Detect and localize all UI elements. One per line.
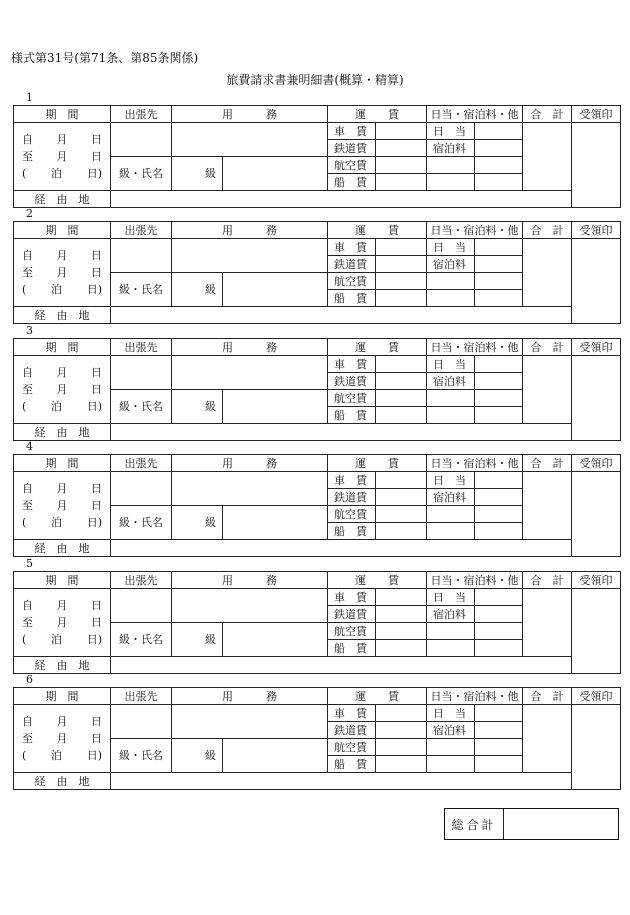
lodging-field[interactable] bbox=[475, 373, 523, 390]
lodging-label: 宿泊料 bbox=[427, 373, 475, 390]
period-header: 期 間 bbox=[14, 106, 111, 123]
seal-field[interactable] bbox=[572, 239, 621, 324]
rail-fare-field[interactable] bbox=[376, 489, 427, 506]
route-field[interactable] bbox=[111, 191, 572, 208]
name-field[interactable] bbox=[223, 273, 328, 307]
rail-fare-label: 鉄道賃 bbox=[328, 489, 376, 506]
seal-header: 受領印 bbox=[572, 688, 621, 705]
ship-fare-field[interactable] bbox=[376, 523, 427, 540]
route-label: 経 由 地 bbox=[14, 657, 111, 674]
ship-fare-label: 船 賃 bbox=[328, 174, 376, 191]
car-fare-field[interactable] bbox=[376, 589, 427, 606]
name-field[interactable] bbox=[223, 390, 328, 424]
period-from-line: 自 月 日 bbox=[22, 366, 102, 379]
total-field[interactable] bbox=[523, 705, 572, 773]
total-header: 合 計 bbox=[523, 339, 572, 356]
ship-fare-field[interactable] bbox=[376, 290, 427, 307]
total-field[interactable] bbox=[523, 589, 572, 657]
total-header: 合 計 bbox=[523, 222, 572, 239]
allowance-header: 日当・宿泊料・他 bbox=[427, 106, 523, 123]
destination-header: 出張先 bbox=[111, 572, 172, 589]
other-amount-field-2[interactable] bbox=[475, 407, 523, 424]
header-row bbox=[14, 222, 621, 239]
seal-header: 受領印 bbox=[572, 572, 621, 589]
destination-header: 出張先 bbox=[111, 106, 172, 123]
seal-field[interactable] bbox=[572, 123, 621, 208]
rail-fare-field[interactable] bbox=[376, 140, 427, 157]
fare-header: 運 賃 bbox=[328, 339, 427, 356]
car-fare-label: 車 賃 bbox=[328, 705, 376, 722]
purpose-header: 用 務 bbox=[172, 339, 328, 356]
grade-label: 級 bbox=[205, 283, 216, 296]
lodging-label: 宿泊料 bbox=[427, 722, 475, 739]
header-row bbox=[14, 688, 621, 705]
other-label-field-2[interactable] bbox=[427, 174, 475, 191]
fare-header: 運 賃 bbox=[328, 222, 427, 239]
other-label-field-1[interactable] bbox=[427, 390, 475, 407]
daily-allowance-field[interactable] bbox=[475, 123, 523, 140]
route-label: 経 由 地 bbox=[14, 191, 111, 208]
daily-allowance-label: 日 当 bbox=[427, 589, 475, 606]
block-number: 5 bbox=[26, 557, 33, 570]
grade-name-label: 級・氏名 bbox=[111, 506, 172, 540]
purpose-field[interactable] bbox=[172, 472, 328, 506]
expense-block bbox=[13, 440, 620, 555]
period-nights-line: ( 泊 日) bbox=[22, 283, 102, 296]
car-fare-label: 車 賃 bbox=[328, 123, 376, 140]
lodging-label: 宿泊料 bbox=[427, 606, 475, 623]
period-from-line: 自 月 日 bbox=[22, 482, 102, 495]
air-fare-field[interactable] bbox=[376, 506, 427, 523]
rail-fare-field[interactable] bbox=[376, 722, 427, 739]
grade-field[interactable] bbox=[172, 157, 223, 191]
block-number: 6 bbox=[26, 673, 33, 686]
air-fare-field[interactable] bbox=[376, 623, 427, 640]
purpose-header: 用 務 bbox=[172, 572, 328, 589]
purpose-header: 用 務 bbox=[172, 222, 328, 239]
ship-fare-label: 船 賃 bbox=[328, 523, 376, 540]
route-field[interactable] bbox=[111, 307, 572, 324]
lodging-field[interactable] bbox=[475, 489, 523, 506]
grade-name-label: 級・氏名 bbox=[111, 157, 172, 191]
period-from-line: 自 月 日 bbox=[22, 249, 102, 262]
car-fare-label: 車 賃 bbox=[328, 589, 376, 606]
other-label-field-2[interactable] bbox=[427, 523, 475, 540]
car-fare-field[interactable] bbox=[376, 705, 427, 722]
purpose-field[interactable] bbox=[172, 589, 328, 623]
period-cell[interactable] bbox=[14, 472, 111, 540]
purpose-header: 用 務 bbox=[172, 106, 328, 123]
other-label-field-1[interactable] bbox=[427, 157, 475, 174]
other-label-field-2[interactable] bbox=[427, 290, 475, 307]
grade-name-label: 級・氏名 bbox=[111, 623, 172, 657]
purpose-header: 用 務 bbox=[172, 455, 328, 472]
air-fare-label: 航空賃 bbox=[328, 623, 376, 640]
daily-allowance-label: 日 当 bbox=[427, 123, 475, 140]
rail-fare-label: 鉄道賃 bbox=[328, 256, 376, 273]
grand-total-value-field[interactable] bbox=[504, 809, 618, 839]
total-header: 合 計 bbox=[523, 455, 572, 472]
other-amount-field-2[interactable] bbox=[475, 290, 523, 307]
other-label-field-2[interactable] bbox=[427, 756, 475, 773]
destination-field[interactable] bbox=[111, 589, 172, 623]
period-to-line: 至 月 日 bbox=[22, 266, 102, 279]
route-label: 経 由 地 bbox=[14, 773, 111, 790]
grade-label: 級 bbox=[205, 633, 216, 646]
period-cell[interactable] bbox=[14, 356, 111, 424]
route-field[interactable] bbox=[111, 540, 572, 557]
ship-fare-label: 船 賃 bbox=[328, 640, 376, 657]
period-cell[interactable] bbox=[14, 705, 111, 773]
name-field[interactable] bbox=[223, 739, 328, 773]
other-label-field-2[interactable] bbox=[427, 407, 475, 424]
expense-table bbox=[13, 571, 621, 674]
block-number: 4 bbox=[26, 440, 33, 453]
destination-field[interactable] bbox=[111, 123, 172, 157]
expense-block bbox=[13, 324, 620, 439]
ship-fare-label: 船 賃 bbox=[328, 756, 376, 773]
period-header: 期 間 bbox=[14, 339, 111, 356]
total-field[interactable] bbox=[523, 123, 572, 191]
daily-allowance-label: 日 当 bbox=[427, 705, 475, 722]
purpose-field[interactable] bbox=[172, 239, 328, 273]
destination-field[interactable] bbox=[111, 705, 172, 739]
car-fare-field[interactable] bbox=[376, 472, 427, 489]
other-label-field-1[interactable] bbox=[427, 506, 475, 523]
route-label: 経 由 地 bbox=[14, 424, 111, 441]
daily-allowance-label: 日 当 bbox=[427, 239, 475, 256]
destination-header: 出張先 bbox=[111, 688, 172, 705]
destination-header: 出張先 bbox=[111, 222, 172, 239]
air-fare-label: 航空賃 bbox=[328, 273, 376, 290]
grade-field[interactable] bbox=[172, 739, 223, 773]
other-label-field-1[interactable] bbox=[427, 273, 475, 290]
seal-field[interactable] bbox=[572, 356, 621, 441]
expense-table bbox=[13, 105, 621, 208]
allowance-header: 日当・宿泊料・他 bbox=[427, 455, 523, 472]
allowance-header: 日当・宿泊料・他 bbox=[427, 339, 523, 356]
name-field[interactable] bbox=[223, 623, 328, 657]
grade-label: 級 bbox=[205, 516, 216, 529]
other-amount-field-2[interactable] bbox=[475, 174, 523, 191]
allowance-header: 日当・宿泊料・他 bbox=[427, 688, 523, 705]
fare-header: 運 賃 bbox=[328, 572, 427, 589]
period-nights-line: ( 泊 日) bbox=[22, 749, 102, 762]
other-amount-field-1[interactable] bbox=[475, 390, 523, 407]
seal-header: 受領印 bbox=[572, 222, 621, 239]
total-field[interactable] bbox=[523, 356, 572, 424]
air-fare-field[interactable] bbox=[376, 157, 427, 174]
air-fare-field[interactable] bbox=[376, 273, 427, 290]
route-label: 経 由 地 bbox=[14, 307, 111, 324]
destination-header: 出張先 bbox=[111, 455, 172, 472]
period-to-line: 至 月 日 bbox=[22, 616, 102, 629]
seal-field[interactable] bbox=[572, 589, 621, 674]
period-to-line: 至 月 日 bbox=[22, 499, 102, 512]
period-from-line: 自 月 日 bbox=[22, 133, 102, 146]
period-header: 期 間 bbox=[14, 455, 111, 472]
route-label: 経 由 地 bbox=[14, 540, 111, 557]
lodging-field[interactable] bbox=[475, 722, 523, 739]
route-field[interactable] bbox=[111, 657, 572, 674]
other-amount-field-2[interactable] bbox=[475, 756, 523, 773]
lodging-field[interactable] bbox=[475, 140, 523, 157]
block-number: 2 bbox=[26, 207, 33, 220]
total-field[interactable] bbox=[523, 472, 572, 540]
other-amount-field-1[interactable] bbox=[475, 623, 523, 640]
daily-allowance-label: 日 当 bbox=[427, 356, 475, 373]
car-fare-field[interactable] bbox=[376, 123, 427, 140]
expense-block bbox=[13, 557, 620, 672]
other-amount-field-2[interactable] bbox=[475, 640, 523, 657]
name-field[interactable] bbox=[223, 157, 328, 191]
document-title: 旅費請求書兼明細書(概算・精算) bbox=[226, 73, 404, 87]
lodging-label: 宿泊料 bbox=[427, 140, 475, 157]
lodging-label: 宿泊料 bbox=[427, 489, 475, 506]
ship-fare-field[interactable] bbox=[376, 640, 427, 657]
period-header: 期 間 bbox=[14, 688, 111, 705]
ship-fare-field[interactable] bbox=[376, 407, 427, 424]
seal-header: 受領印 bbox=[572, 455, 621, 472]
lodging-field[interactable] bbox=[475, 606, 523, 623]
fare-header: 運 賃 bbox=[328, 455, 427, 472]
expense-table bbox=[13, 221, 621, 324]
period-cell[interactable] bbox=[14, 239, 111, 307]
rail-fare-field[interactable] bbox=[376, 256, 427, 273]
grade-field[interactable] bbox=[172, 390, 223, 424]
period-nights-line: ( 泊 日) bbox=[22, 167, 102, 180]
expense-table bbox=[13, 687, 621, 790]
grade-name-label: 級・氏名 bbox=[111, 273, 172, 307]
other-amount-field-2[interactable] bbox=[475, 523, 523, 540]
air-fare-field[interactable] bbox=[376, 390, 427, 407]
header-row bbox=[14, 339, 621, 356]
period-cell[interactable] bbox=[14, 123, 111, 191]
seal-field[interactable] bbox=[572, 705, 621, 790]
air-fare-label: 航空賃 bbox=[328, 390, 376, 407]
daily-allowance-field[interactable] bbox=[475, 239, 523, 256]
destination-field[interactable] bbox=[111, 356, 172, 390]
period-from-line: 自 月 日 bbox=[22, 599, 102, 612]
allowance-header: 日当・宿泊料・他 bbox=[427, 572, 523, 589]
block-number: 3 bbox=[26, 324, 33, 337]
total-header: 合 計 bbox=[523, 688, 572, 705]
grade-field[interactable] bbox=[172, 506, 223, 540]
rail-fare-field[interactable] bbox=[376, 606, 427, 623]
other-amount-field-1[interactable] bbox=[475, 273, 523, 290]
car-fare-label: 車 賃 bbox=[328, 472, 376, 489]
rail-fare-label: 鉄道賃 bbox=[328, 373, 376, 390]
block-number: 1 bbox=[26, 91, 33, 104]
form-number: 様式第31号(第71条、第85条関係) bbox=[11, 51, 199, 65]
expense-table bbox=[13, 338, 621, 441]
expense-block bbox=[13, 91, 620, 206]
other-label-field-1[interactable] bbox=[427, 739, 475, 756]
fare-header: 運 賃 bbox=[328, 106, 427, 123]
rail-fare-field[interactable] bbox=[376, 373, 427, 390]
air-fare-label: 航空賃 bbox=[328, 157, 376, 174]
grade-label: 級 bbox=[205, 167, 216, 180]
daily-allowance-field[interactable] bbox=[475, 356, 523, 373]
purpose-field[interactable] bbox=[172, 123, 328, 157]
header-row bbox=[14, 455, 621, 472]
route-field[interactable] bbox=[111, 424, 572, 441]
period-nights-line: ( 泊 日) bbox=[22, 633, 102, 646]
destination-header: 出張先 bbox=[111, 339, 172, 356]
period-header: 期 間 bbox=[14, 222, 111, 239]
period-nights-line: ( 泊 日) bbox=[22, 516, 102, 529]
purpose-field[interactable] bbox=[172, 705, 328, 739]
air-fare-field[interactable] bbox=[376, 739, 427, 756]
name-field[interactable] bbox=[223, 506, 328, 540]
header-row bbox=[14, 572, 621, 589]
destination-field[interactable] bbox=[111, 472, 172, 506]
seal-header: 受領印 bbox=[572, 339, 621, 356]
period-from-line: 自 月 日 bbox=[22, 715, 102, 728]
grade-name-label: 級・氏名 bbox=[111, 739, 172, 773]
other-amount-field-1[interactable] bbox=[475, 506, 523, 523]
purpose-header: 用 務 bbox=[172, 688, 328, 705]
grade-label: 級 bbox=[205, 749, 216, 762]
air-fare-label: 航空賃 bbox=[328, 506, 376, 523]
grand-total-box bbox=[444, 808, 619, 840]
car-fare-field[interactable] bbox=[376, 356, 427, 373]
lodging-field[interactable] bbox=[475, 256, 523, 273]
car-fare-field[interactable] bbox=[376, 239, 427, 256]
grade-field[interactable] bbox=[172, 273, 223, 307]
daily-allowance-label: 日 当 bbox=[427, 472, 475, 489]
daily-allowance-field[interactable] bbox=[475, 472, 523, 489]
air-fare-label: 航空賃 bbox=[328, 739, 376, 756]
fare-header: 運 賃 bbox=[328, 688, 427, 705]
period-to-line: 至 月 日 bbox=[22, 150, 102, 163]
car-fare-label: 車 賃 bbox=[328, 356, 376, 373]
expense-block bbox=[13, 673, 620, 788]
ship-fare-field[interactable] bbox=[376, 174, 427, 191]
expense-table bbox=[13, 454, 621, 557]
total-field[interactable] bbox=[523, 239, 572, 307]
period-to-line: 至 月 日 bbox=[22, 383, 102, 396]
ship-fare-field[interactable] bbox=[376, 756, 427, 773]
period-cell[interactable] bbox=[14, 589, 111, 657]
other-label-field-1[interactable] bbox=[427, 623, 475, 640]
rail-fare-label: 鉄道賃 bbox=[328, 140, 376, 157]
other-label-field-2[interactable] bbox=[427, 640, 475, 657]
route-field[interactable] bbox=[111, 773, 572, 790]
destination-field[interactable] bbox=[111, 239, 172, 273]
expense-block bbox=[13, 207, 620, 322]
grade-label: 級 bbox=[205, 400, 216, 413]
purpose-field[interactable] bbox=[172, 356, 328, 390]
period-header: 期 間 bbox=[14, 572, 111, 589]
period-nights-line: ( 泊 日) bbox=[22, 400, 102, 413]
daily-allowance-field[interactable] bbox=[475, 705, 523, 722]
seal-field[interactable] bbox=[572, 472, 621, 557]
grade-field[interactable] bbox=[172, 623, 223, 657]
daily-allowance-field[interactable] bbox=[475, 589, 523, 606]
total-header: 合 計 bbox=[523, 572, 572, 589]
other-amount-field-1[interactable] bbox=[475, 157, 523, 174]
rail-fare-label: 鉄道賃 bbox=[328, 606, 376, 623]
ship-fare-label: 船 賃 bbox=[328, 407, 376, 424]
other-amount-field-1[interactable] bbox=[475, 739, 523, 756]
grand-total-label: 総合計 bbox=[445, 809, 504, 839]
period-to-line: 至 月 日 bbox=[22, 732, 102, 745]
allowance-header: 日当・宿泊料・他 bbox=[427, 222, 523, 239]
total-header: 合 計 bbox=[523, 106, 572, 123]
seal-header: 受領印 bbox=[572, 106, 621, 123]
header-row bbox=[14, 106, 621, 123]
grade-name-label: 級・氏名 bbox=[111, 390, 172, 424]
car-fare-label: 車 賃 bbox=[328, 239, 376, 256]
rail-fare-label: 鉄道賃 bbox=[328, 722, 376, 739]
lodging-label: 宿泊料 bbox=[427, 256, 475, 273]
ship-fare-label: 船 賃 bbox=[328, 290, 376, 307]
